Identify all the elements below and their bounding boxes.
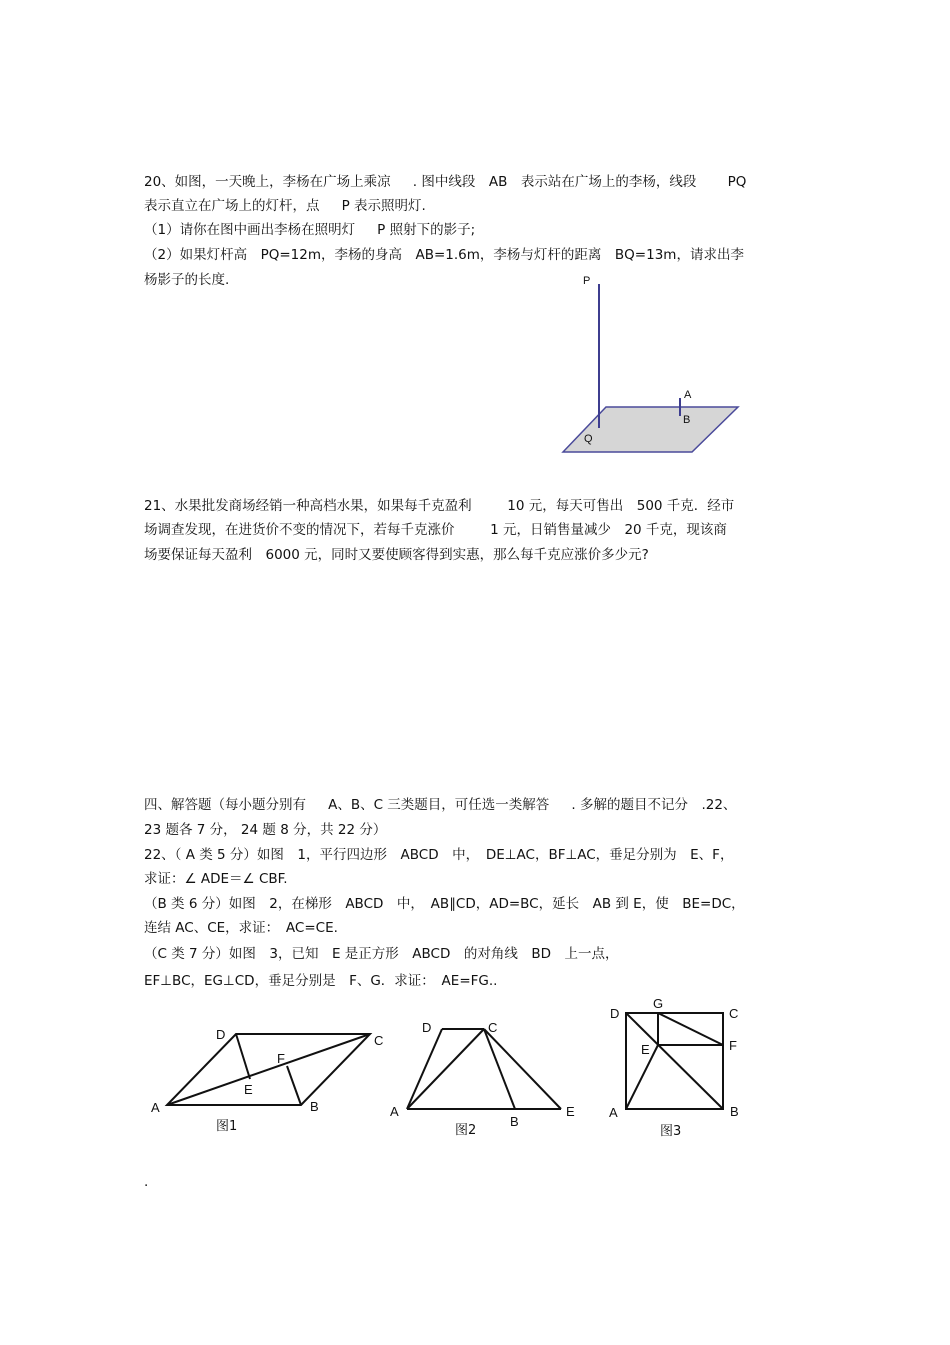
segment-de: [236, 1034, 250, 1079]
fig2-caption: 图2: [455, 1123, 477, 1138]
diagonal-bd: [626, 1013, 723, 1109]
q22-line-3: （B 类 6 分）如图 2，在梯形 ABCD 中， AB∥CD，AD=BC，延长 AB 到 E，使 BE=DC，: [144, 896, 745, 912]
fig1-label-a: A: [151, 1100, 160, 1115]
label-p: P: [583, 275, 591, 287]
figure-3: [626, 1013, 723, 1109]
fig2-label-e: E: [566, 1104, 575, 1119]
section4-line-2: 23 题各 7 分， 24 题 8 分，共 22 分）: [144, 822, 387, 838]
q20-line-1: 20、如图，一天晚上，李杨在广场上乘凉 . 图中线段 AB 表示站在广场上的李杨，线段 PQ: [144, 174, 747, 190]
fig2-label-c: C: [488, 1020, 498, 1035]
fig1-caption: 图1: [216, 1119, 238, 1134]
fig1-label-f: F: [277, 1051, 285, 1066]
q20-figure: [563, 275, 738, 452]
fig3-label-b: B: [730, 1104, 739, 1119]
fig1-label-b: B: [310, 1099, 319, 1114]
fig2-label-b: B: [510, 1114, 519, 1129]
q20-line-3: （1）请你在图中画出李杨在照明灯 P 照射下的影子;: [144, 222, 476, 238]
q22-line-2: 求证：∠ ADE＝∠ CBF.: [144, 871, 288, 887]
q20-line-2: 表示直立在广场上的灯杆，点 P 表示照明灯.: [144, 198, 426, 214]
q21-line-2: 场调查发现，在进货价不变的情况下，若每千克涨价 1 元，日销售量减少 20 千克，现该商: [144, 522, 727, 538]
segment-ce: [484, 1029, 561, 1109]
fig3-caption: 图3: [660, 1124, 682, 1139]
label-a: A: [684, 389, 692, 401]
q22-line-4: 连结 AC、CE，求证： AC=CE.: [144, 920, 338, 936]
label-b: B: [683, 414, 691, 426]
q22-line-1: 22、（ A 类 5 分）如图 1，平行四边形 ABCD 中， DE⊥AC，BF⊥AC，垂足分别为 E、F，: [144, 847, 734, 863]
fig3-label-d: D: [610, 1006, 620, 1021]
ground-plane: [563, 407, 738, 452]
segment-gf: [658, 1013, 723, 1045]
figure-2: [407, 1029, 561, 1109]
fig3-label-f: F: [729, 1038, 737, 1053]
fig3-label-e: E: [641, 1042, 650, 1057]
q20-line-4: （2）如果灯杆高 PQ=12m，李杨的身高 AB=1.6m，李杨与灯杆的距离 BQ=13m，请求出李: [144, 247, 744, 263]
fig1-label-c: C: [374, 1033, 384, 1048]
fig1-label-e: E: [244, 1082, 253, 1097]
fig3-label-a: A: [609, 1105, 618, 1120]
fig2-label-a: A: [390, 1104, 399, 1119]
fig3-label-g: G: [653, 996, 664, 1011]
label-q: Q: [584, 433, 593, 445]
diagonal-ac: [407, 1029, 484, 1109]
footer-dot: .: [144, 1174, 149, 1190]
q22-line-6: EF⊥BC，EG⊥CD，垂足分别是 F、G．求证： AE=FG..: [144, 973, 498, 989]
q21-line-1: 21、水果批发商场经销一种高档水果，如果每千克盈利 10 元，每天可售出 500 千克．经市: [144, 498, 735, 514]
side-ad: [407, 1029, 442, 1109]
fig3-label-c: C: [729, 1006, 739, 1021]
q21-line-3: 场要保证每天盈利 6000 元，同时又要使顾客得到实惠，那么每千克应涨价多少元?: [144, 547, 649, 563]
q20-line-5: 杨影子的长度.: [144, 272, 230, 288]
segment-bf: [287, 1066, 301, 1105]
side-cb: [484, 1029, 515, 1109]
figure-1: [167, 1034, 370, 1105]
section4-line-1: 四、解答题（每小题分别有 A、B、C 三类题目，可任选一类解答 . 多解的题目不记分 .22、: [144, 797, 737, 813]
diagonal-ac: [167, 1034, 370, 1105]
fig2-label-d: D: [422, 1020, 432, 1035]
fig1-label-d: D: [216, 1027, 226, 1042]
q22-line-5: （C 类 7 分）如图 3，已知 E 是正方形 ABCD 的对角线 BD 上一点，: [144, 946, 619, 962]
